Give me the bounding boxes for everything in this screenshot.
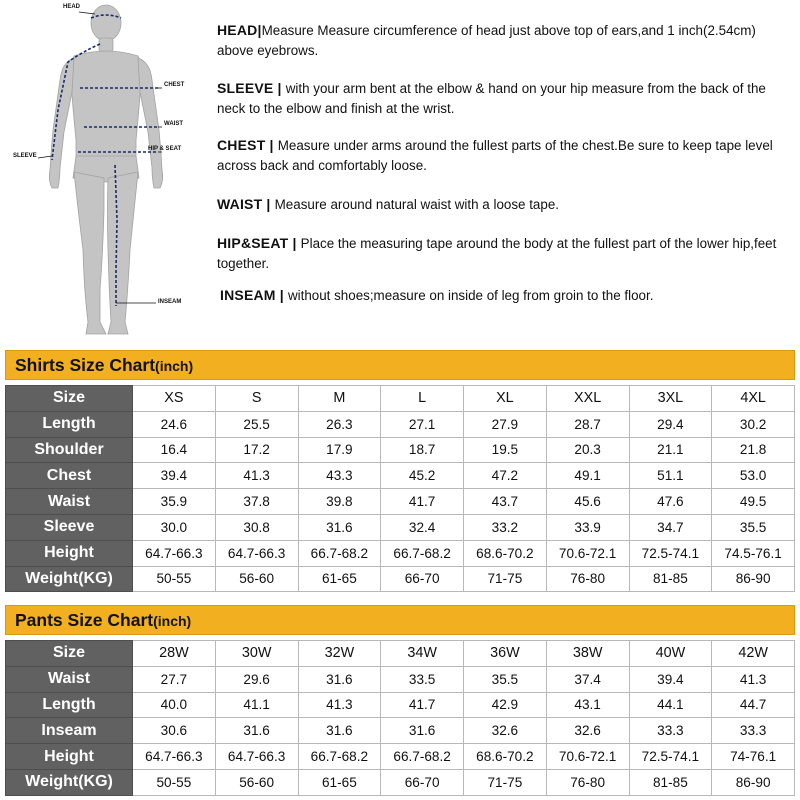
- table-cell: 71-75: [464, 566, 547, 592]
- table-cell: 74-76.1: [712, 744, 795, 770]
- table-cell: 16.4: [133, 437, 216, 463]
- table-cell: 31.6: [381, 718, 464, 744]
- row-label: Length: [6, 692, 133, 718]
- table-cell: 76-80: [546, 769, 629, 795]
- table-cell: 86-90: [712, 769, 795, 795]
- table-row: [6, 540, 795, 566]
- table-row: [6, 769, 795, 795]
- table-cell: 31.6: [215, 718, 298, 744]
- instruction-separator: |: [265, 137, 278, 153]
- table-cell: 28.7: [546, 411, 629, 437]
- table-cell: 74.5-76.1: [712, 540, 795, 566]
- chest-figure-label: CHEST: [164, 82, 185, 88]
- instruction-separator: |: [257, 22, 262, 38]
- table-cell: 86-90: [712, 566, 795, 592]
- table-cell: 45.6: [546, 489, 629, 515]
- table-cell: 38W: [546, 641, 629, 667]
- table-row: [6, 411, 795, 437]
- table-cell: 70.6-72.1: [546, 744, 629, 770]
- row-label: Shoulder: [6, 437, 133, 463]
- table-cell: 44.7: [712, 692, 795, 718]
- table-row: [6, 437, 795, 463]
- shirts-size-table: [5, 385, 795, 592]
- table-cell: 32.6: [464, 718, 547, 744]
- table-cell: 31.6: [298, 514, 381, 540]
- pants-chart-title: Pants Size Chart: [15, 609, 154, 630]
- table-cell: 27.7: [133, 666, 216, 692]
- row-label: Waist: [6, 489, 133, 515]
- table-cell: 49.5: [712, 489, 795, 515]
- table-cell: 64.7-66.3: [133, 744, 216, 770]
- table-row: [6, 744, 795, 770]
- table-cell: 25.5: [215, 411, 298, 437]
- table-cell: 18.7: [381, 437, 464, 463]
- table-row: [6, 463, 795, 489]
- instruction-text: Measure Measure circumference of head just above top of ears,and 1 inch(2.54cm) above eyebrows.: [217, 23, 756, 58]
- table-cell: 72.5-74.1: [629, 744, 712, 770]
- table-cell: 61-65: [298, 769, 381, 795]
- instruction-head: [217, 20, 795, 61]
- table-cell: 56-60: [215, 566, 298, 592]
- row-label: Chest: [6, 463, 133, 489]
- table-cell: 41.7: [381, 489, 464, 515]
- table-cell: 68.6-70.2: [464, 744, 547, 770]
- inseam-figure-label: INSEAM: [158, 299, 182, 305]
- row-label: Size: [6, 386, 133, 412]
- table-cell: 42.9: [464, 692, 547, 718]
- instruction-separator: |: [288, 235, 301, 251]
- row-label: Inseam: [6, 718, 133, 744]
- table-cell: 50-55: [133, 769, 216, 795]
- table-cell: 32W: [298, 641, 381, 667]
- row-label: Size: [6, 641, 133, 667]
- table-cell: 17.2: [215, 437, 298, 463]
- human-silhouette-icon: [0, 0, 200, 340]
- row-label: Height: [6, 540, 133, 566]
- row-label: Waist: [6, 666, 133, 692]
- instruction-term: INSEAM: [220, 287, 276, 303]
- table-cell: 34.7: [629, 514, 712, 540]
- table-cell: 29.6: [215, 666, 298, 692]
- table-cell: 32.4: [381, 514, 464, 540]
- table-cell: 30.6: [133, 718, 216, 744]
- table-cell: 76-80: [546, 566, 629, 592]
- table-cell: 66.7-68.2: [298, 540, 381, 566]
- table-cell: 41.3: [712, 666, 795, 692]
- table-cell: 40.0: [133, 692, 216, 718]
- table-cell: 21.8: [712, 437, 795, 463]
- table-cell: 29.4: [629, 411, 712, 437]
- table-cell: 43.1: [546, 692, 629, 718]
- shirts-chart-unit: (inch): [155, 358, 194, 374]
- table-cell: 43.7: [464, 489, 547, 515]
- table-cell: 26.3: [298, 411, 381, 437]
- table-cell: 33.9: [546, 514, 629, 540]
- instruction-text: without shoes;measure on inside of leg from groin to the floor.: [287, 288, 654, 303]
- table-cell: 33.2: [464, 514, 547, 540]
- table-cell: 53.0: [712, 463, 795, 489]
- table-cell: 47.2: [464, 463, 547, 489]
- table-cell: 66.7-68.2: [298, 744, 381, 770]
- hip-figure-label: HIP & SEAT: [148, 146, 182, 152]
- table-cell: 41.3: [298, 692, 381, 718]
- pants-chart-header: [5, 605, 795, 635]
- shirts-chart-header: [5, 350, 795, 380]
- row-label: Height: [6, 744, 133, 770]
- table-row: [6, 666, 795, 692]
- table-row: [6, 641, 795, 667]
- table-cell: S: [215, 386, 298, 412]
- table-cell: 27.1: [381, 411, 464, 437]
- table-cell: 4XL: [712, 386, 795, 412]
- table-cell: 35.9: [133, 489, 216, 515]
- table-row: [6, 514, 795, 540]
- table-cell: 40W: [629, 641, 712, 667]
- table-cell: XS: [133, 386, 216, 412]
- body-measurement-figure: [0, 0, 200, 340]
- instruction-term: WAIST: [217, 196, 263, 212]
- pants-chart-unit: (inch): [153, 613, 192, 629]
- table-cell: 30.0: [133, 514, 216, 540]
- table-cell: M: [298, 386, 381, 412]
- table-cell: 34W: [381, 641, 464, 667]
- table-cell: XL: [464, 386, 547, 412]
- instruction-hip-seat: [217, 233, 795, 274]
- table-cell: L: [381, 386, 464, 412]
- instruction-term: CHEST: [217, 137, 266, 153]
- table-cell: 30.2: [712, 411, 795, 437]
- table-cell: 31.6: [298, 666, 381, 692]
- table-cell: 61-65: [298, 566, 381, 592]
- instruction-separator: |: [273, 80, 286, 96]
- table-cell: 24.6: [133, 411, 216, 437]
- table-cell: 35.5: [712, 514, 795, 540]
- instruction-text: Measure around natural waist with a loose tape.: [274, 197, 559, 212]
- table-cell: 31.6: [298, 718, 381, 744]
- table-cell: 43.3: [298, 463, 381, 489]
- table-cell: 64.7-66.3: [215, 744, 298, 770]
- table-cell: 39.4: [133, 463, 216, 489]
- pants-size-chart: [5, 605, 795, 796]
- row-label: Length: [6, 411, 133, 437]
- table-cell: 19.5: [464, 437, 547, 463]
- table-row: [6, 386, 795, 412]
- table-cell: 42W: [712, 641, 795, 667]
- table-row: [6, 692, 795, 718]
- sleeve-figure-label: SLEEVE: [13, 153, 37, 159]
- instruction-sleeve: [217, 78, 795, 119]
- waist-figure-label: WAIST: [164, 121, 183, 127]
- table-cell: 39.4: [629, 666, 712, 692]
- table-cell: 28W: [133, 641, 216, 667]
- table-row: [6, 566, 795, 592]
- table-cell: 70.6-72.1: [546, 540, 629, 566]
- table-cell: 64.7-66.3: [215, 540, 298, 566]
- instruction-text: Measure under arms around the fullest parts of the chest.Be sure to keep tape level across back and comfortably loose.: [217, 138, 773, 173]
- table-cell: 81-85: [629, 566, 712, 592]
- table-cell: 56-60: [215, 769, 298, 795]
- table-cell: 36W: [464, 641, 547, 667]
- table-cell: 81-85: [629, 769, 712, 795]
- table-cell: 30W: [215, 641, 298, 667]
- table-cell: 30.8: [215, 514, 298, 540]
- table-row: [6, 489, 795, 515]
- row-label: Weight(KG): [6, 566, 133, 592]
- table-cell: 37.8: [215, 489, 298, 515]
- table-cell: 33.3: [629, 718, 712, 744]
- table-cell: 21.1: [629, 437, 712, 463]
- table-cell: 66-70: [381, 769, 464, 795]
- row-label: Sleeve: [6, 514, 133, 540]
- instruction-inseam: [220, 285, 798, 306]
- table-cell: 17.9: [298, 437, 381, 463]
- instruction-separator: |: [262, 196, 275, 212]
- instruction-term: HIP&SEAT: [217, 235, 289, 251]
- table-cell: 20.3: [546, 437, 629, 463]
- table-cell: 47.6: [629, 489, 712, 515]
- table-cell: 33.5: [381, 666, 464, 692]
- table-cell: 45.2: [381, 463, 464, 489]
- table-cell: 66.7-68.2: [381, 744, 464, 770]
- instruction-term: HEAD: [217, 22, 258, 38]
- table-cell: 51.1: [629, 463, 712, 489]
- instruction-separator: |: [275, 287, 288, 303]
- table-cell: 41.1: [215, 692, 298, 718]
- table-cell: 50-55: [133, 566, 216, 592]
- table-row: [6, 718, 795, 744]
- shirts-size-chart: [5, 350, 795, 592]
- table-cell: 27.9: [464, 411, 547, 437]
- table-cell: 41.7: [381, 692, 464, 718]
- table-cell: 71-75: [464, 769, 547, 795]
- table-cell: 49.1: [546, 463, 629, 489]
- table-cell: 32.6: [546, 718, 629, 744]
- instruction-term: SLEEVE: [217, 80, 274, 96]
- table-cell: XXL: [546, 386, 629, 412]
- table-cell: 66-70: [381, 566, 464, 592]
- row-label: Weight(KG): [6, 769, 133, 795]
- table-cell: 39.8: [298, 489, 381, 515]
- table-cell: 41.3: [215, 463, 298, 489]
- table-cell: 37.4: [546, 666, 629, 692]
- table-cell: 66.7-68.2: [381, 540, 464, 566]
- pants-size-table: [5, 640, 795, 796]
- table-cell: 3XL: [629, 386, 712, 412]
- instruction-chest: [217, 135, 795, 176]
- shirts-chart-title: Shirts Size Chart: [15, 354, 156, 375]
- table-cell: 33.3: [712, 718, 795, 744]
- instruction-text: Place the measuring tape around the body at the fullest part of the lower hip,feet together.: [217, 236, 777, 271]
- head-figure-label: HEAD: [63, 4, 81, 10]
- table-cell: 64.7-66.3: [133, 540, 216, 566]
- table-cell: 35.5: [464, 666, 547, 692]
- table-cell: 72.5-74.1: [629, 540, 712, 566]
- table-cell: 68.6-70.2: [464, 540, 547, 566]
- instruction-text: with your arm bent at the elbow & hand on your hip measure from the back of the neck to the elbow and finish at the wrist.: [217, 81, 766, 116]
- instruction-waist: [217, 194, 795, 215]
- table-cell: 44.1: [629, 692, 712, 718]
